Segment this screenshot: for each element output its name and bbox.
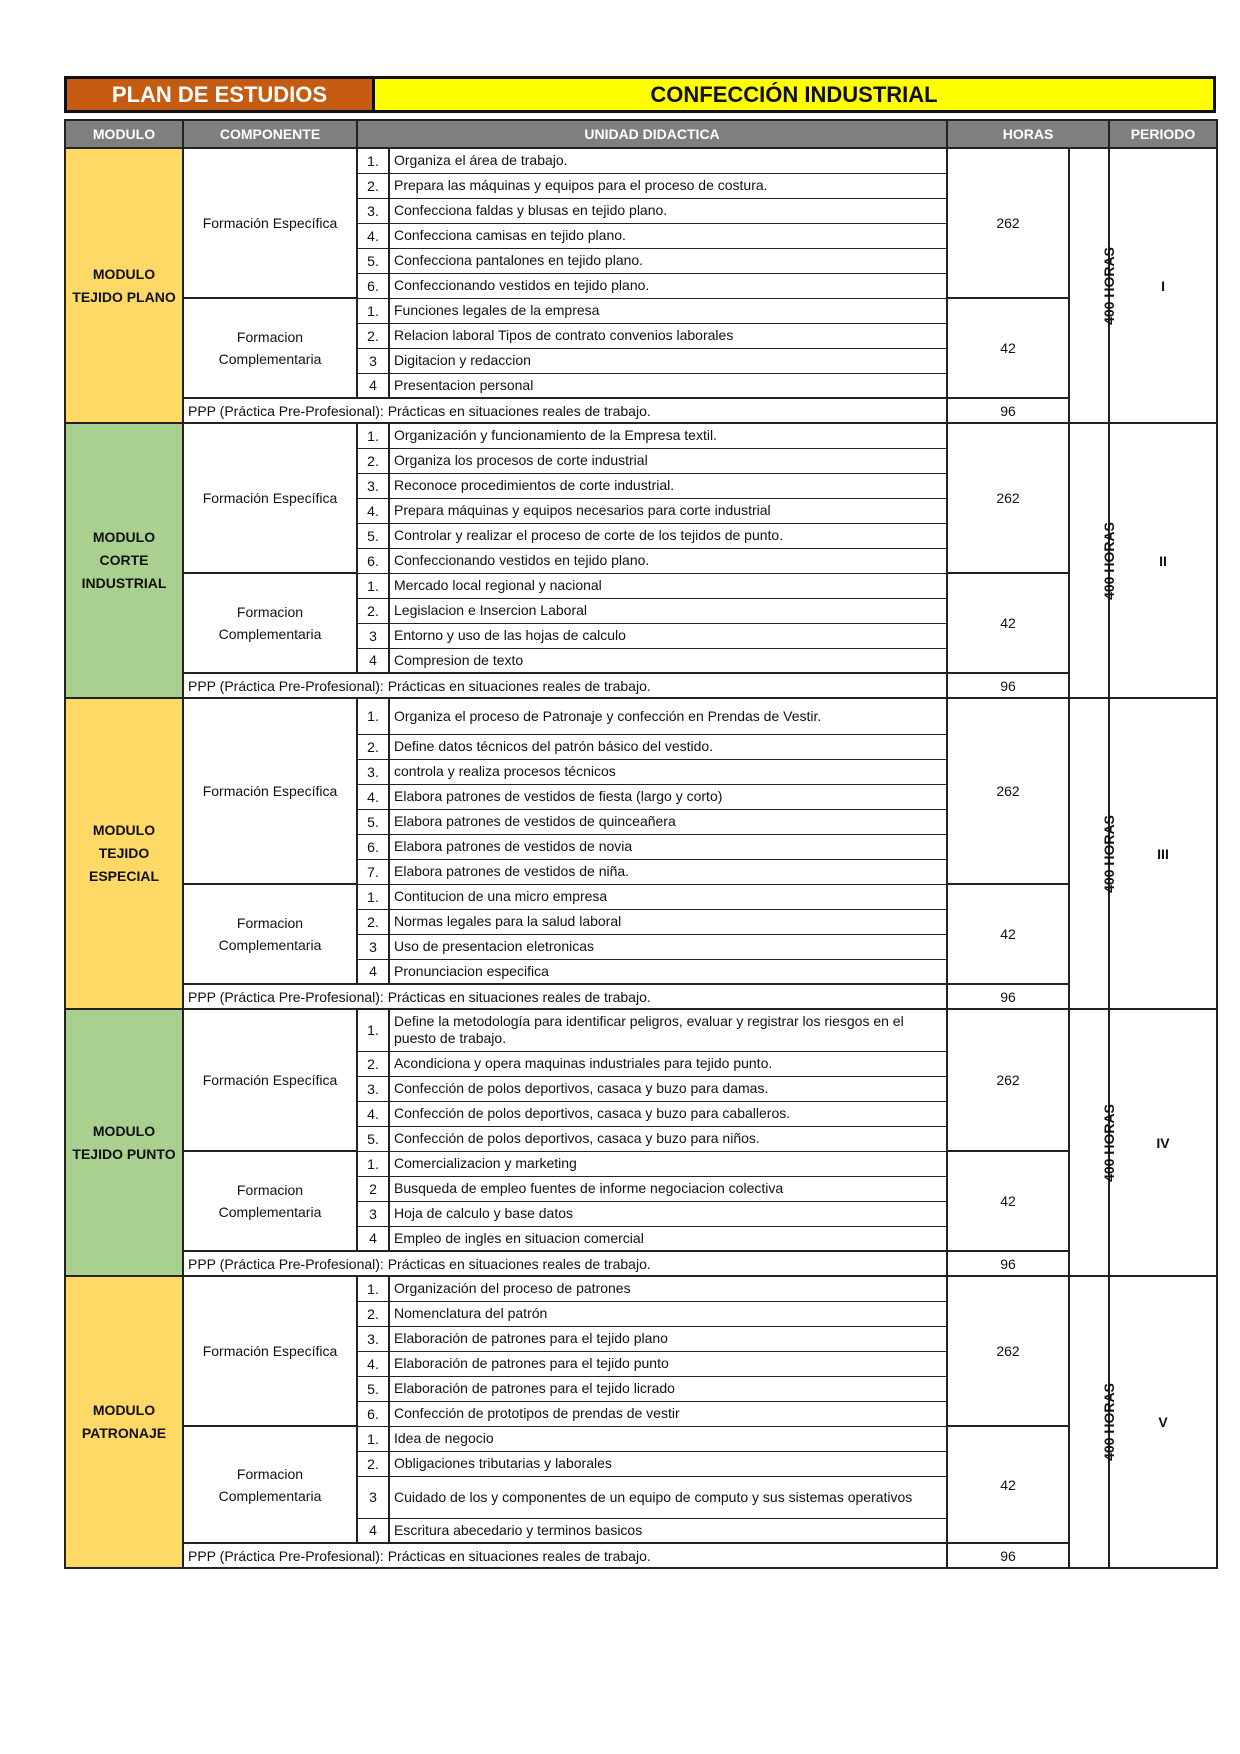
unit-title: Organización del proceso de patrones — [389, 1276, 947, 1301]
unit-row — [65, 884, 1217, 909]
unit-number: 6. — [357, 548, 389, 573]
unit-title: Uso de presentacion eletronicas — [389, 934, 947, 959]
ppp-label: PPP (Práctica Pre-Profesional): Prácticas en situaciones reales de trabajo. — [183, 1251, 947, 1276]
ppp-row — [65, 673, 1217, 698]
unit-number: 1. — [357, 148, 389, 173]
plan-title: PLAN DE ESTUDIOS — [67, 79, 375, 110]
unit-title: Presentacion personal — [389, 373, 947, 398]
unit-number: 3. — [357, 759, 389, 784]
unit-number: 3. — [357, 1076, 389, 1101]
unit-number: 6. — [357, 273, 389, 298]
ppp-label: PPP (Práctica Pre-Profesional): Prácticas en situaciones reales de trabajo. — [183, 673, 947, 698]
program-title: CONFECCIÓN INDUSTRIAL — [375, 79, 1213, 110]
module-total-hours — [1069, 1276, 1117, 1568]
unit-title: Contitucion de una micro empresa — [389, 884, 947, 909]
unit-title: Comercializacion y marketing — [389, 1151, 947, 1176]
ppp-hours: 96 — [947, 1251, 1069, 1276]
ppp-row — [65, 1543, 1217, 1568]
component-name: Formación Específica — [183, 148, 357, 298]
unit-number: 2. — [357, 909, 389, 934]
unit-number: 2. — [357, 598, 389, 623]
unit-number: 4 — [357, 1226, 389, 1251]
unit-number: 3 — [357, 1476, 389, 1518]
col-header-horas: HORAS — [947, 120, 1109, 148]
unit-row — [65, 298, 1217, 323]
unit-title: Elaboración de patrones para el tejido punto — [389, 1351, 947, 1376]
ppp-row — [65, 1251, 1217, 1276]
unit-number: 6. — [357, 834, 389, 859]
unit-number: 1. — [357, 298, 389, 323]
unit-title: Organiza los procesos de corte industrial — [389, 448, 947, 473]
component-hours: 262 — [947, 148, 1069, 298]
unit-number: 6. — [357, 1401, 389, 1426]
unit-title: Elaboración de patrones para el tejido plano — [389, 1326, 947, 1351]
unit-title: Define la metodología para identificar peligros, evaluar y registrar los riesgos en el puesto de trabajo. — [389, 1009, 947, 1051]
unit-number: 5. — [357, 1376, 389, 1401]
total-hours-label: 400 HORAS — [1100, 521, 1117, 600]
component-hours: 262 — [947, 423, 1069, 573]
unit-title: Escritura abecedario y terminos basicos — [389, 1518, 947, 1543]
unit-title: Organiza el proceso de Patronaje y confección en Prendas de Vestir. — [389, 698, 947, 734]
unit-number: 5. — [357, 809, 389, 834]
unit-number: 2. — [357, 448, 389, 473]
study-plan-sheet — [64, 76, 1216, 1569]
unit-number: 1. — [357, 884, 389, 909]
component-name: Formacion Complementaria — [183, 298, 357, 398]
unit-title: Confección de polos deportivos, casaca y buzo para niños. — [389, 1126, 947, 1151]
unit-title: Reconoce procedimientos de corte industrial. — [389, 473, 947, 498]
unit-row — [65, 423, 1217, 448]
unit-number: 3 — [357, 1201, 389, 1226]
unit-title: Prepara máquinas y equipos necesarios para corte industrial — [389, 498, 947, 523]
unit-number: 3. — [357, 198, 389, 223]
component-name: Formacion Complementaria — [183, 573, 357, 673]
unit-title: Organización y funcionamiento de la Empresa textil. — [389, 423, 947, 448]
component-hours: 42 — [947, 298, 1069, 398]
unit-title: Nomenclatura del patrón — [389, 1301, 947, 1326]
module-total-hours — [1069, 148, 1117, 423]
unit-title: Organiza el área de trabajo. — [389, 148, 947, 173]
unit-title: controla y realiza procesos técnicos — [389, 759, 947, 784]
unit-number: 1. — [357, 573, 389, 598]
unit-title: Define datos técnicos del patrón básico del vestido. — [389, 734, 947, 759]
total-hours-label: 400 HORAS — [1100, 1103, 1117, 1182]
unit-title: Elaboración de patrones para el tejido licrado — [389, 1376, 947, 1401]
unit-number: 3 — [357, 623, 389, 648]
unit-number: 4. — [357, 784, 389, 809]
module-name: MODULO TEJIDO ESPECIAL — [65, 698, 183, 1009]
unit-number: 3 — [357, 348, 389, 373]
module-period: I — [1109, 148, 1217, 423]
unit-title: Relacion laboral Tipos de contrato convenios laborales — [389, 323, 947, 348]
unit-title: Entorno y uso de las hojas de calculo — [389, 623, 947, 648]
unit-number: 3. — [357, 473, 389, 498]
unit-number: 3. — [357, 1326, 389, 1351]
component-name: Formacion Complementaria — [183, 1151, 357, 1251]
unit-title: Pronunciacion especifica — [389, 959, 947, 984]
component-name: Formación Específica — [183, 423, 357, 573]
col-header-unidad: UNIDAD DIDACTICA — [357, 120, 947, 148]
unit-title: Confección de polos deportivos, casaca y buzo para damas. — [389, 1076, 947, 1101]
unit-row — [65, 698, 1217, 734]
col-header-componente: COMPONENTE — [183, 120, 357, 148]
unit-row — [65, 1009, 1217, 1051]
unit-number: 7. — [357, 859, 389, 884]
unit-number: 4. — [357, 1101, 389, 1126]
unit-row — [65, 573, 1217, 598]
component-name: Formación Específica — [183, 1009, 357, 1151]
total-hours-label: 400 HORAS — [1100, 814, 1117, 893]
ppp-hours: 96 — [947, 398, 1069, 423]
component-hours: 42 — [947, 884, 1069, 984]
module-period: V — [1109, 1276, 1217, 1568]
unit-row — [65, 1426, 1217, 1451]
component-hours: 42 — [947, 1151, 1069, 1251]
col-header-modulo: MODULO — [65, 120, 183, 148]
ppp-hours: 96 — [947, 1543, 1069, 1568]
ppp-hours: 96 — [947, 984, 1069, 1009]
unit-number: 5. — [357, 523, 389, 548]
module-total-hours — [1069, 698, 1117, 1009]
ppp-label: PPP (Práctica Pre-Profesional): Prácticas en situaciones reales de trabajo. — [183, 984, 947, 1009]
unit-number: 4. — [357, 498, 389, 523]
component-hours: 42 — [947, 573, 1069, 673]
unit-title: Confeccionando vestidos en tejido plano. — [389, 273, 947, 298]
component-hours: 42 — [947, 1426, 1069, 1543]
ppp-label: PPP (Práctica Pre-Profesional): Prácticas en situaciones reales de trabajo. — [183, 398, 947, 423]
unit-title: Idea de negocio — [389, 1426, 947, 1451]
col-header-periodo: PERIODO — [1109, 120, 1217, 148]
unit-title: Confecciona faldas y blusas en tejido plano. — [389, 198, 947, 223]
unit-title: Confección de prototipos de prendas de vestir — [389, 1401, 947, 1426]
component-hours: 262 — [947, 698, 1069, 884]
unit-number: 4 — [357, 373, 389, 398]
module-period: II — [1109, 423, 1217, 698]
unit-title: Confección de polos deportivos, casaca y buzo para caballeros. — [389, 1101, 947, 1126]
component-name: Formación Específica — [183, 1276, 357, 1426]
component-name: Formacion Complementaria — [183, 884, 357, 984]
unit-title: Controlar y realizar el proceso de corte de los tejidos de punto. — [389, 523, 947, 548]
unit-number: 1. — [357, 423, 389, 448]
unit-number: 5. — [357, 248, 389, 273]
unit-title: Compresion de texto — [389, 648, 947, 673]
module-total-hours — [1069, 423, 1117, 698]
study-plan-table — [64, 119, 1218, 1569]
unit-title: Elabora patrones de vestidos de novia — [389, 834, 947, 859]
unit-title: Confeccionando vestidos en tejido plano. — [389, 548, 947, 573]
unit-number: 5. — [357, 1126, 389, 1151]
ppp-label: PPP (Práctica Pre-Profesional): Prácticas en situaciones reales de trabajo. — [183, 1543, 947, 1568]
unit-number: 4. — [357, 1351, 389, 1376]
title-bar — [64, 76, 1216, 113]
unit-number: 3 — [357, 934, 389, 959]
module-name: MODULO TEJIDO PUNTO — [65, 1009, 183, 1276]
unit-number: 1. — [357, 698, 389, 734]
ppp-row — [65, 398, 1217, 423]
unit-title: Prepara las máquinas y equipos para el proceso de costura. — [389, 173, 947, 198]
unit-title: Elabora patrones de vestidos de niña. — [389, 859, 947, 884]
unit-title: Legislacion e Insercion Laboral — [389, 598, 947, 623]
unit-title: Mercado local regional y nacional — [389, 573, 947, 598]
component-name: Formacion Complementaria — [183, 1426, 357, 1543]
unit-title: Acondiciona y opera maquinas industriales para tejido punto. — [389, 1051, 947, 1076]
unit-number: 4 — [357, 648, 389, 673]
unit-number: 1. — [357, 1151, 389, 1176]
unit-number: 1. — [357, 1009, 389, 1051]
ppp-hours: 96 — [947, 673, 1069, 698]
unit-title: Cuidado de los y componentes de un equipo de computo y sus sistemas operativos — [389, 1476, 947, 1518]
unit-title: Funciones legales de la empresa — [389, 298, 947, 323]
unit-title: Normas legales para la salud laboral — [389, 909, 947, 934]
unit-number: 4 — [357, 1518, 389, 1543]
ppp-row — [65, 984, 1217, 1009]
module-total-hours — [1069, 1009, 1117, 1276]
module-period: III — [1109, 698, 1217, 1009]
module-name: MODULO PATRONAJE — [65, 1276, 183, 1568]
unit-number: 1. — [357, 1426, 389, 1451]
unit-title: Elabora patrones de vestidos de quinceañera — [389, 809, 947, 834]
unit-title: Busqueda de empleo fuentes de informe negociacion colectiva — [389, 1176, 947, 1201]
unit-title: Hoja de calculo y base datos — [389, 1201, 947, 1226]
unit-title: Confecciona pantalones en tejido plano. — [389, 248, 947, 273]
table-header-row — [65, 120, 1217, 148]
unit-title: Elabora patrones de vestidos de fiesta (largo y corto) — [389, 784, 947, 809]
total-hours-label: 400 HORAS — [1100, 246, 1117, 325]
unit-number: 2. — [357, 1301, 389, 1326]
component-hours: 262 — [947, 1276, 1069, 1426]
component-hours: 262 — [947, 1009, 1069, 1151]
unit-row — [65, 1151, 1217, 1176]
unit-number: 2 — [357, 1176, 389, 1201]
module-name: MODULO CORTE INDUSTRIAL — [65, 423, 183, 698]
unit-row — [65, 1276, 1217, 1301]
unit-number: 2. — [357, 734, 389, 759]
table-body — [65, 148, 1217, 1568]
unit-number: 1. — [357, 1276, 389, 1301]
component-name: Formación Específica — [183, 698, 357, 884]
unit-number: 4 — [357, 959, 389, 984]
unit-title: Empleo de ingles en situacion comercial — [389, 1226, 947, 1251]
unit-row — [65, 148, 1217, 173]
unit-number: 2. — [357, 1451, 389, 1476]
unit-title: Obligaciones tributarias y laborales — [389, 1451, 947, 1476]
unit-title: Digitacion y redaccion — [389, 348, 947, 373]
module-period: IV — [1109, 1009, 1217, 1276]
total-hours-label: 400 HORAS — [1100, 1383, 1117, 1461]
unit-number: 4. — [357, 223, 389, 248]
unit-number: 2. — [357, 1051, 389, 1076]
module-name: MODULO TEJIDO PLANO — [65, 148, 183, 423]
unit-number: 2. — [357, 323, 389, 348]
unit-number: 2. — [357, 173, 389, 198]
unit-title: Confecciona camisas en tejido plano. — [389, 223, 947, 248]
